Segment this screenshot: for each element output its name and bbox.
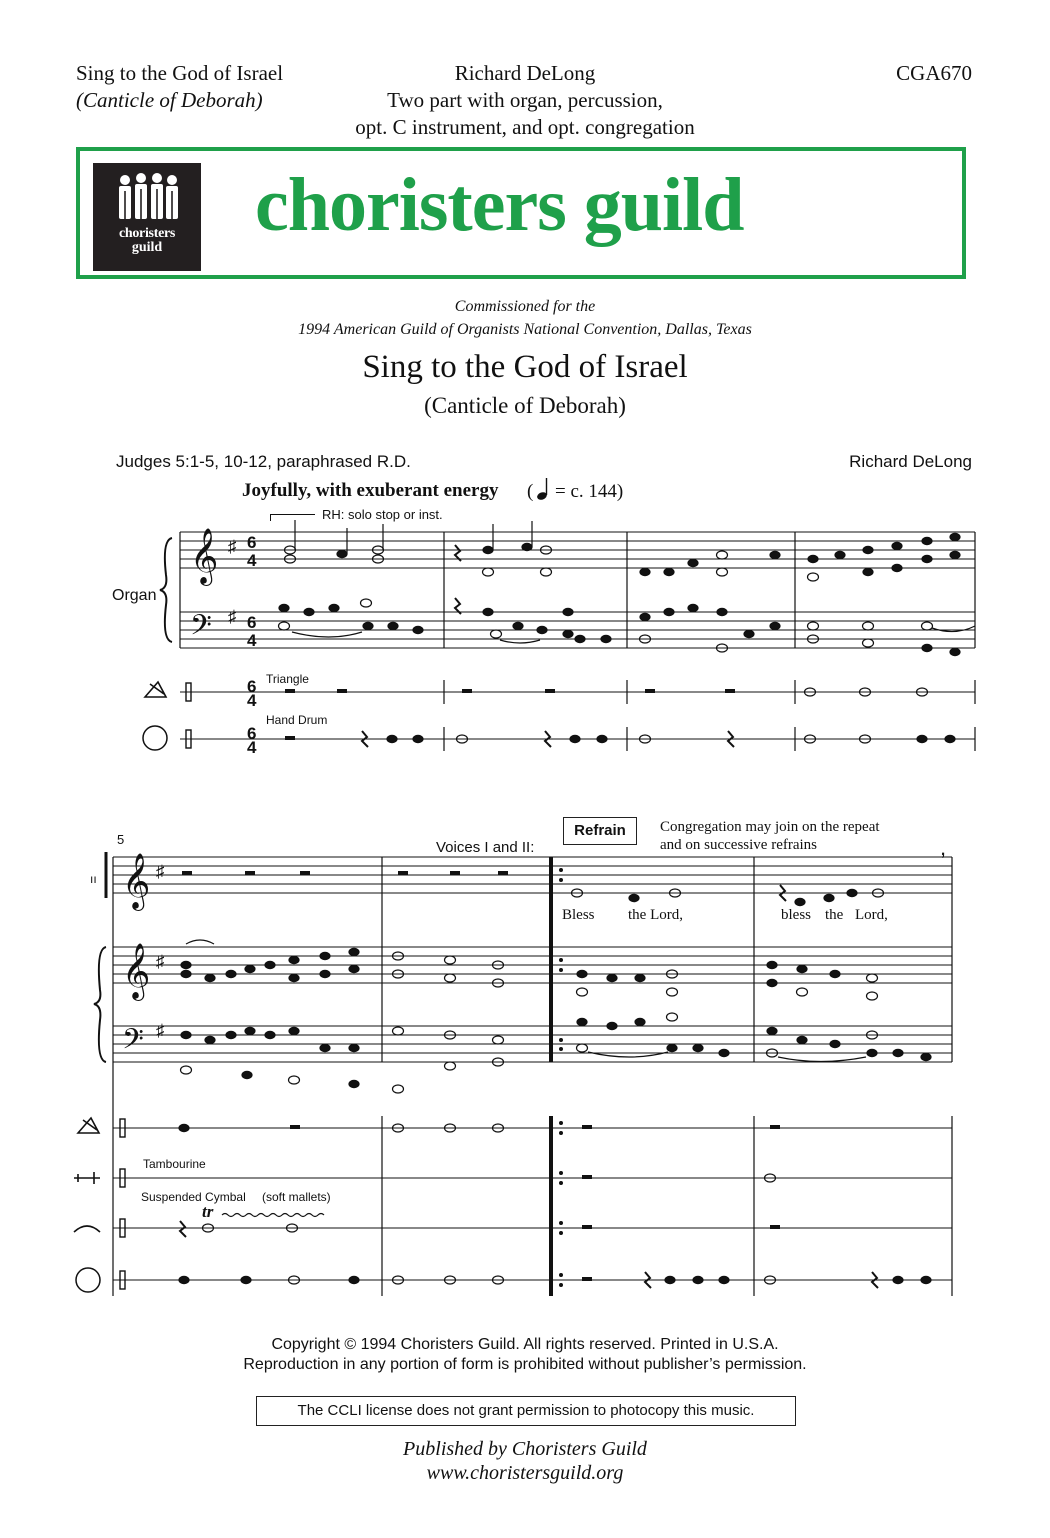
lyric-bless-2: bless xyxy=(781,907,811,923)
system-2-notes xyxy=(179,889,931,1284)
tambourine-icon xyxy=(74,1172,100,1184)
publisher-logo xyxy=(93,163,201,271)
header-composer: Richard DeLong xyxy=(454,61,596,85)
logo-text-2: guild xyxy=(131,240,163,255)
hand-drum-icon xyxy=(143,726,167,750)
svg-text:4: 4 xyxy=(247,631,257,650)
organ-label: Organ xyxy=(112,587,157,604)
ccli-notice: The CCLI license does not grant permission to photocopy this music. xyxy=(256,1396,796,1426)
voices-label: Voices I and II: xyxy=(436,839,535,856)
key-signature-bass: ♯ xyxy=(228,607,237,626)
commission-line-1: Commissioned for the xyxy=(454,298,596,315)
svg-text:6: 6 xyxy=(247,724,257,743)
organ-bass-clef-icon: 𝄢 xyxy=(122,1024,144,1062)
triangle-icon xyxy=(145,682,166,697)
lyric-the-lord-1: the Lord, xyxy=(628,907,683,923)
svg-text:6: 6 xyxy=(247,533,257,552)
svg-text:6: 6 xyxy=(247,677,257,696)
cymbal-note: (soft mallets) xyxy=(262,1190,331,1204)
quarter-note-icon xyxy=(536,476,552,502)
svg-text:♯: ♯ xyxy=(156,952,165,971)
measure-number: 5 xyxy=(117,832,125,847)
hand-drum-label: Hand Drum xyxy=(266,713,328,727)
system-1-notes xyxy=(279,520,961,743)
reproduction-line: Reproduction in any portion of form is prohibited without publisher’s permission. xyxy=(243,1356,807,1373)
header-left-subtitle: (Canticle of Deborah) xyxy=(76,88,263,112)
lyric-lord-2: Lord, xyxy=(855,907,888,923)
time-signatures xyxy=(247,533,257,757)
svg-text:4: 4 xyxy=(247,691,257,710)
page-subtitle: (Canticle of Deborah) xyxy=(424,393,626,418)
triangle-label: Triangle xyxy=(266,672,309,686)
lyric-bless-1: Bless xyxy=(562,907,595,923)
composer-credit: Richard DeLong xyxy=(849,452,972,471)
header-voicing: Two part with organ, percussion, xyxy=(387,88,663,112)
organ-treble-clef-icon: 𝄞 xyxy=(122,945,151,998)
organ-brace-icon xyxy=(160,538,172,642)
svg-text:♯: ♯ xyxy=(156,1021,165,1040)
copyright-line: Copyright © 1994 Choristers Guild. All rights reserved. Printed in U.S.A. xyxy=(271,1336,779,1353)
tempo-paren: ( xyxy=(527,481,534,502)
logo-text-1: choristers xyxy=(118,226,176,241)
page-title: Sing to the God of Israel xyxy=(362,349,688,385)
triangle-2-icon xyxy=(78,1118,99,1133)
tempo-marking: Joyfully, with exuberant energy xyxy=(242,480,499,501)
voices-treble-clef-icon: 𝄞 xyxy=(122,855,151,908)
congregation-note-2: and on successive refrains xyxy=(660,837,818,853)
tambourine-label: Tambourine xyxy=(143,1157,206,1171)
choir-figures-icon xyxy=(115,173,181,221)
trill-mark: tr xyxy=(202,1202,214,1221)
svg-text:,: , xyxy=(940,835,947,860)
system-2-staves xyxy=(113,857,952,1280)
refrain-box: Refrain xyxy=(563,817,637,845)
rh-instruction: RH: solo stop or inst. xyxy=(322,507,443,522)
svg-text:♯: ♯ xyxy=(156,862,165,881)
metronome-mark: = c. 144) xyxy=(555,481,624,502)
bass-clef-icon: 𝄢 xyxy=(190,610,212,648)
congregation-note-1: Congregation may join on the repeat xyxy=(660,819,880,835)
system-1-rests xyxy=(285,689,735,740)
header-voicing-2: opt. C instrument, and opt. congregation xyxy=(355,115,695,139)
trill-line-icon xyxy=(222,1214,324,1217)
publisher-wordmark: choristers guild xyxy=(255,163,744,247)
publisher-website[interactable]: www.choristersguild.org xyxy=(426,1462,624,1484)
score-system-1 xyxy=(0,520,1050,760)
key-signature-treble: ♯ xyxy=(228,537,237,556)
treble-clef-icon: 𝄞 xyxy=(190,530,219,583)
commission-line-2: 1994 American Guild of Organists National Convention, Dallas, Texas xyxy=(298,321,752,338)
svg-text:4: 4 xyxy=(247,551,257,570)
svg-text:4: 4 xyxy=(247,738,257,757)
text-source: Judges 5:1-5, 10-12, paraphrased R.D. xyxy=(116,452,411,471)
svg-text:6: 6 xyxy=(247,613,257,632)
catalog-number: CGA670 xyxy=(896,61,972,85)
hand-drum-2-icon xyxy=(76,1268,100,1292)
suspended-cymbal-icon xyxy=(74,1226,100,1232)
published-by: Published by Choristers Guild xyxy=(403,1438,647,1460)
cymbal-label: Suspended Cymbal xyxy=(141,1190,246,1204)
svg-text:ıı: ıı xyxy=(90,872,97,886)
lyric-the-2: the xyxy=(825,907,844,923)
organ-brace-2-icon xyxy=(94,947,106,1062)
header-left-title: Sing to the God of Israel xyxy=(76,61,284,85)
